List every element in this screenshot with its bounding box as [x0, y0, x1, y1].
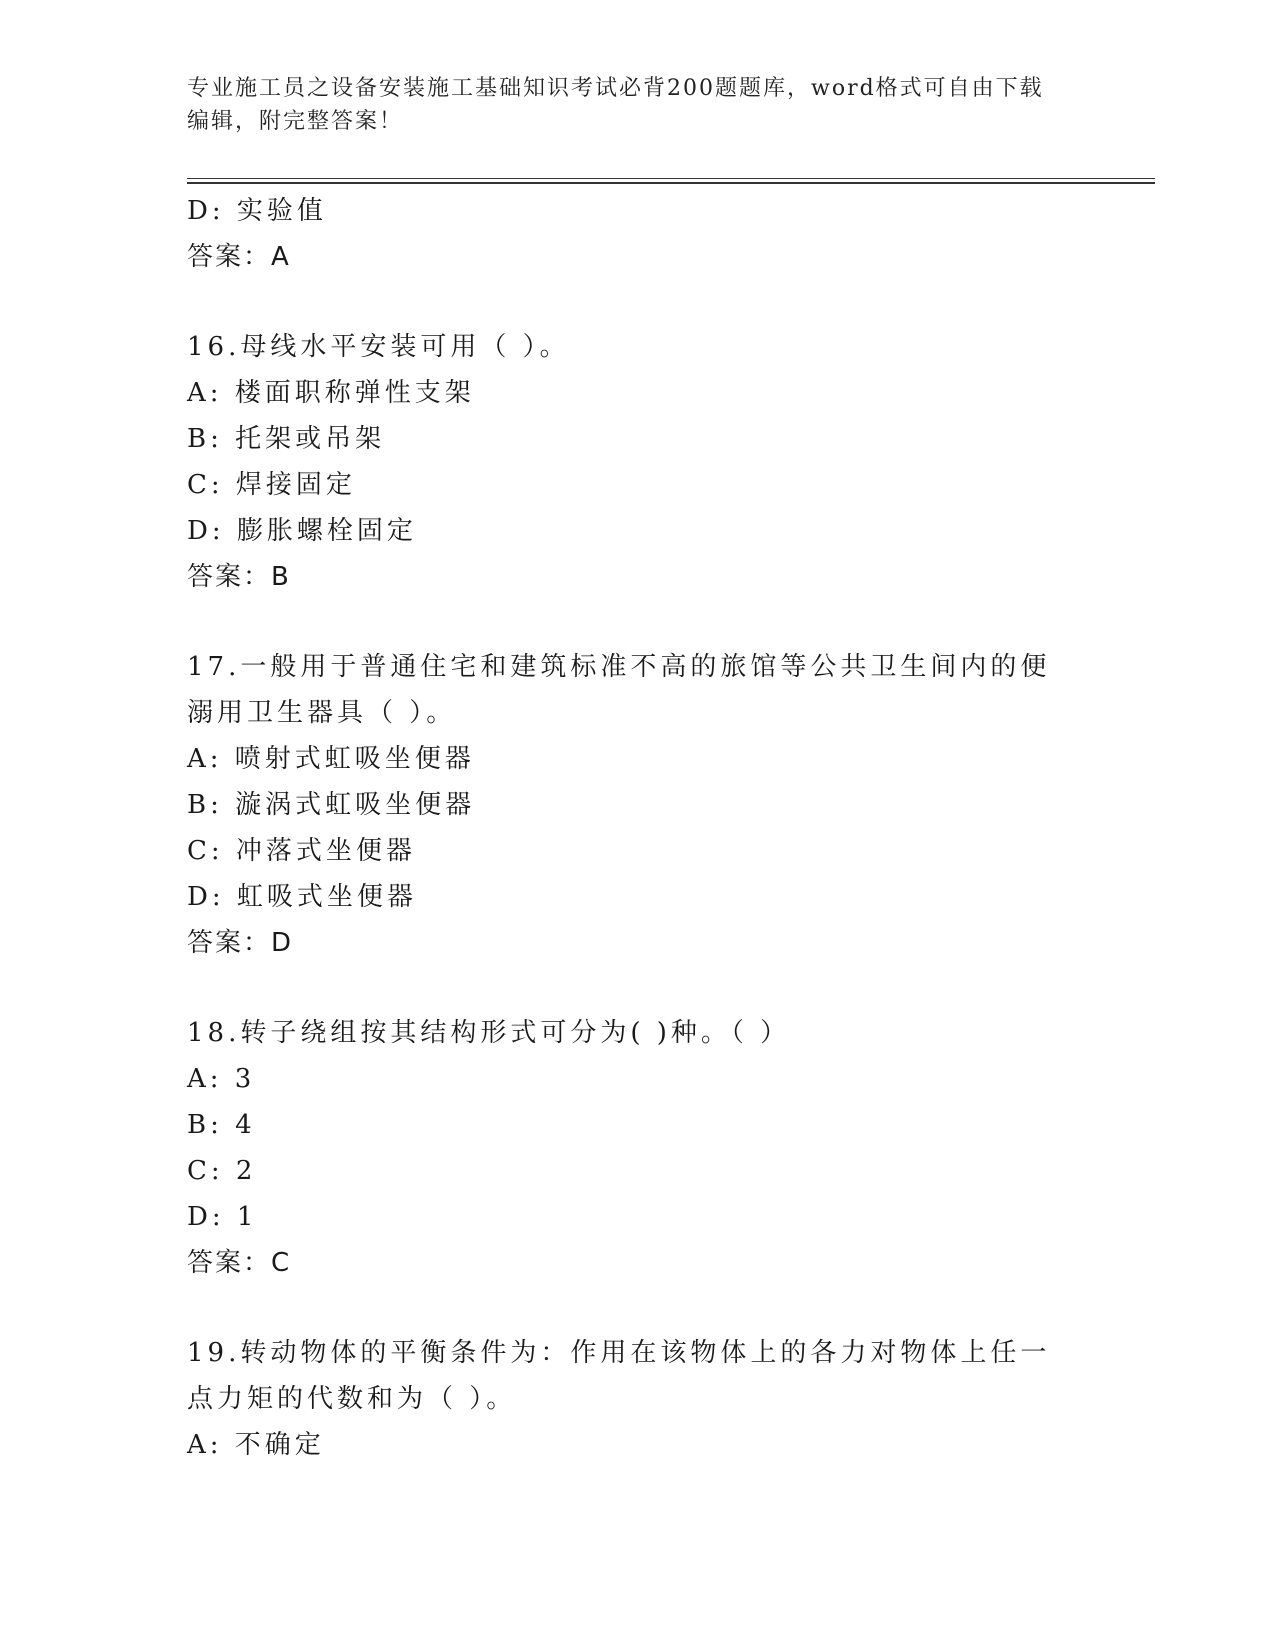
question-stem: 18.转子绕组按其结构形式可分为( )种。（ ） [187, 1018, 791, 1048]
option-c: C: 冲落式坐便器 [187, 836, 416, 866]
option-a: A: 楼面职称弹性支架 [187, 378, 475, 408]
option-b: B: 漩涡式虹吸坐便器 [187, 790, 476, 820]
header-divider [187, 178, 1155, 179]
option-d: D: 实验值 [187, 196, 327, 226]
question-stem: 19.转动物体的平衡条件为：作用在该物体上的各力对物体上任一点力矩的代数和为（ ）。 [187, 1338, 1051, 1414]
answer-line: 答案：A [187, 242, 291, 272]
option-a: A: 不确定 [187, 1430, 325, 1460]
spacer [187, 966, 1087, 1010]
question-list [187, 188, 1087, 1468]
spacer [187, 1286, 1087, 1330]
option-c: C: 2 [187, 1156, 257, 1186]
spacer [187, 600, 1087, 644]
option-b: B: 4 [187, 1110, 256, 1140]
header-divider-thick [187, 182, 1155, 184]
option-a: A: 3 [187, 1064, 256, 1094]
question-stem: 16.母线水平安装可用（ ）。 [187, 332, 570, 362]
option-a: A: 喷射式虹吸坐便器 [187, 744, 475, 774]
option-d: D: 虹吸式坐便器 [187, 882, 417, 912]
option-c: C: 焊接固定 [187, 470, 356, 500]
page-header: 专业施工员之设备安装施工基础知识考试必背200题题库，word格式可自由下载编辑，附完整答案！ [187, 76, 1044, 134]
spacer [187, 280, 1087, 324]
option-d: D: 1 [187, 1202, 258, 1232]
answer-line: 答案：C [187, 1248, 292, 1278]
question-stem: 17.一般用于普通住宅和建筑标准不高的旅馆等公共卫生间内的便溺用卫生器具（ ）。 [187, 652, 1051, 728]
answer-line: 答案：B [187, 562, 291, 592]
answer-line: 答案：D [187, 928, 294, 958]
option-d: D: 膨胀螺栓固定 [187, 516, 417, 546]
option-b: B: 托架或吊架 [187, 424, 386, 454]
